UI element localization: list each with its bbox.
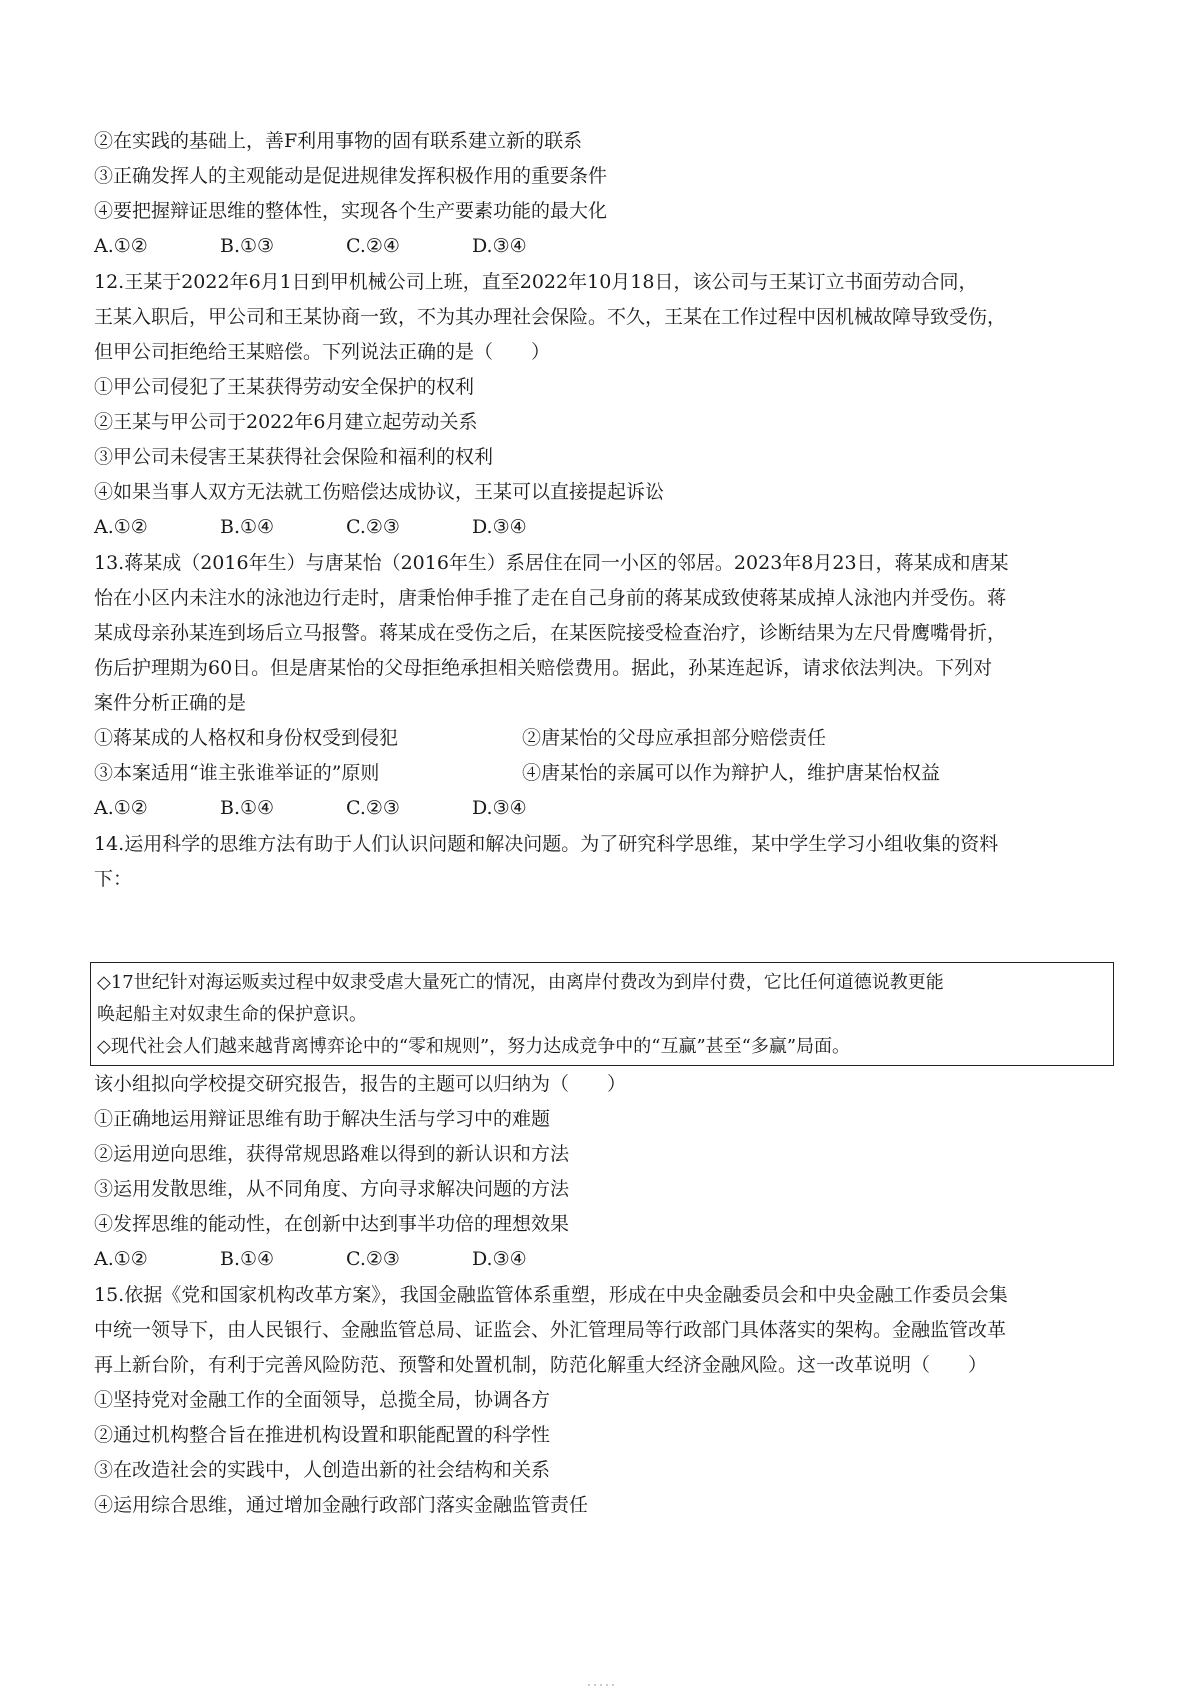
q12-item-2: ②王某与甲公司于2022年6月建立起劳动关系 <box>94 411 478 433</box>
q12-stem-line-3: 但甲公司拒绝给王某赔偿。下列说法正确的是（ ） <box>94 341 551 363</box>
q14-question: 该小组拟向学校提交研究报告，报告的主题可以归纳为（ ） <box>94 1073 627 1095</box>
q14-material-line-2: 唤起船主对奴隶生命的保护意识。 <box>97 1004 367 1025</box>
q14-material-line-1: ◇17世纪针对海运贩卖过程中奴隶受虐大量死亡的情况，由离岸付费改为到岸付费，它比任何道德说教更能 <box>97 972 944 993</box>
q14-options <box>94 1245 1114 1273</box>
q13-item-4: ④唐某怡的亲属可以作为辩护人，维护唐某怡权益 <box>522 762 941 784</box>
q13-stem-line-4: 伤后护理期为60日。但是唐某怡的父母拒绝承担相关赔偿费用。据此，孙某连起诉，请求依法判决。下列对 <box>94 657 993 679</box>
q12-stem-line-2: 王某入职后，甲公司和王某协商一致，不为其办理社会保险。不久，王某在工作过程中因机械故障导致受伤， <box>94 306 1007 328</box>
q15-stem-line-3: 再上新台阶，有利于完善风险防范、预警和处置机制，防范化解重大经济金融风险。这一改革说明（ ） <box>94 1354 988 1376</box>
q14-option-a: A.①② <box>94 1248 148 1270</box>
q11-option-c: C.②④ <box>346 235 400 257</box>
q11-option-a: A.①② <box>94 235 148 257</box>
q14-stem-line-2: 下： <box>94 868 133 890</box>
q12-item-1: ①甲公司侵犯了王某获得劳动安全保护的权利 <box>94 376 475 398</box>
q11-item-2: ②在实践的基础上，善F利用事物的固有联系建立新的联系 <box>94 130 583 152</box>
q13-item-2: ②唐某怡的父母应承担部分赔偿责任 <box>522 727 827 749</box>
q13-option-b: B.①④ <box>220 797 275 819</box>
q14-item-3: ③运用发散思维，从不同角度、方向寻求解决问题的方法 <box>94 1178 570 1200</box>
q12-item-4: ④如果当事人双方无法就工伤赔偿达成协议，王某可以直接提起诉讼 <box>94 481 665 503</box>
q14-item-1: ①正确地运用辩证思维有助于解决生活与学习中的难题 <box>94 1108 551 1130</box>
q13-stem-line-5: 案件分析正确的是 <box>94 692 247 714</box>
q13-item-3: ③本案适用“谁主张谁举证的”原则 <box>94 762 380 784</box>
q13-items-row-2 <box>94 759 1114 787</box>
q12-option-d: D.③④ <box>472 516 527 538</box>
q12-stem-line-1: 12.王某于2022年6月1日到甲机械公司上班，直至2022年10月18日，该公司与王某订立书面劳动合同， <box>94 271 978 293</box>
q11-option-d: D.③④ <box>472 235 527 257</box>
footer-dots-icon <box>586 1683 616 1687</box>
q14-material-line-3: ◇现代社会人们越来越背离博弈论中的“零和规则”，努力达成竞争中的“互赢”甚至“多赢”局面。 <box>97 1036 851 1057</box>
q15-item-3: ③在改造社会的实践中，人创造出新的社会结构和关系 <box>94 1459 551 1481</box>
q14-item-2: ②运用逆向思维，获得常规思路难以得到的新认识和方法 <box>94 1143 570 1165</box>
q14-stem-line-1: 14.运用科学的思维方法有助于人们认识问题和解决问题。为了研究科学思维，某中学生学习小组收集的资料 <box>94 833 999 855</box>
q12-options <box>94 513 1114 541</box>
q11-options <box>94 232 1114 260</box>
q15-stem-line-1: 15.依据《党和国家机构改革方案》，我国金融监管体系重塑，形成在中央金融委员会和中央金融工作委员会集 <box>94 1284 1008 1306</box>
q13-options <box>94 794 1114 822</box>
q12-option-c: C.②③ <box>346 516 400 538</box>
q13-stem-line-3: 某成母亲孙某连到场后立马报警。蒋某成在受伤之后，在某医院接受检查治疗，诊断结果为左尺骨鹰嘴骨折， <box>94 622 1007 644</box>
q12-option-b: B.①④ <box>220 516 275 538</box>
q11-option-b: B.①③ <box>220 235 275 257</box>
q13-item-1: ①蒋某成的人格权和身份权受到侵犯 <box>94 727 399 749</box>
q13-items-row-1 <box>94 724 1114 752</box>
q13-option-a: A.①② <box>94 797 148 819</box>
q13-stem-line-2: 怡在小区内未注水的泳池边行走时，唐秉怡伸手推了走在自己身前的蒋某成致使蒋某成掉人泳池内并受伤。蒋 <box>94 587 1007 609</box>
q13-option-c: C.②③ <box>346 797 400 819</box>
q12-item-3: ③甲公司未侵害王某获得社会保险和福利的权利 <box>94 446 494 468</box>
q14-option-b: B.①④ <box>220 1248 275 1270</box>
q15-item-2: ②通过机构整合旨在推进机构设置和职能配置的科学性 <box>94 1424 551 1446</box>
q14-option-c: C.②③ <box>346 1248 400 1270</box>
q12-option-a: A.①② <box>94 516 148 538</box>
q11-item-3: ③正确发挥人的主观能动是促进规律发挥积极作用的重要条件 <box>94 165 608 187</box>
q14-option-d: D.③④ <box>472 1248 527 1270</box>
q15-item-1: ①坚持党对金融工作的全面领导，总揽全局，协调各方 <box>94 1389 551 1411</box>
q13-stem-line-1: 13.蒋某成（2016年生）与唐某怡（2016年生）系居住在同一小区的邻居。2023年8月23日，蒋某成和唐某 <box>94 552 1009 574</box>
q14-material-box <box>90 962 1114 1066</box>
q15-item-4: ④运用综合思维，通过增加金融行政部门落实金融监管责任 <box>94 1494 589 1516</box>
q15-stem-line-2: 中统一领导下，由人民银行、金融监管总局、证监会、外汇管理局等行政部门具体落实的架构。金融监管改革 <box>94 1319 1007 1341</box>
q14-item-4: ④发挥思维的能动性，在创新中达到事半功倍的理想效果 <box>94 1213 570 1235</box>
q13-option-d: D.③④ <box>472 797 527 819</box>
q11-item-4: ④要把握辩证思维的整体性，实现各个生产要素功能的最大化 <box>94 200 608 222</box>
